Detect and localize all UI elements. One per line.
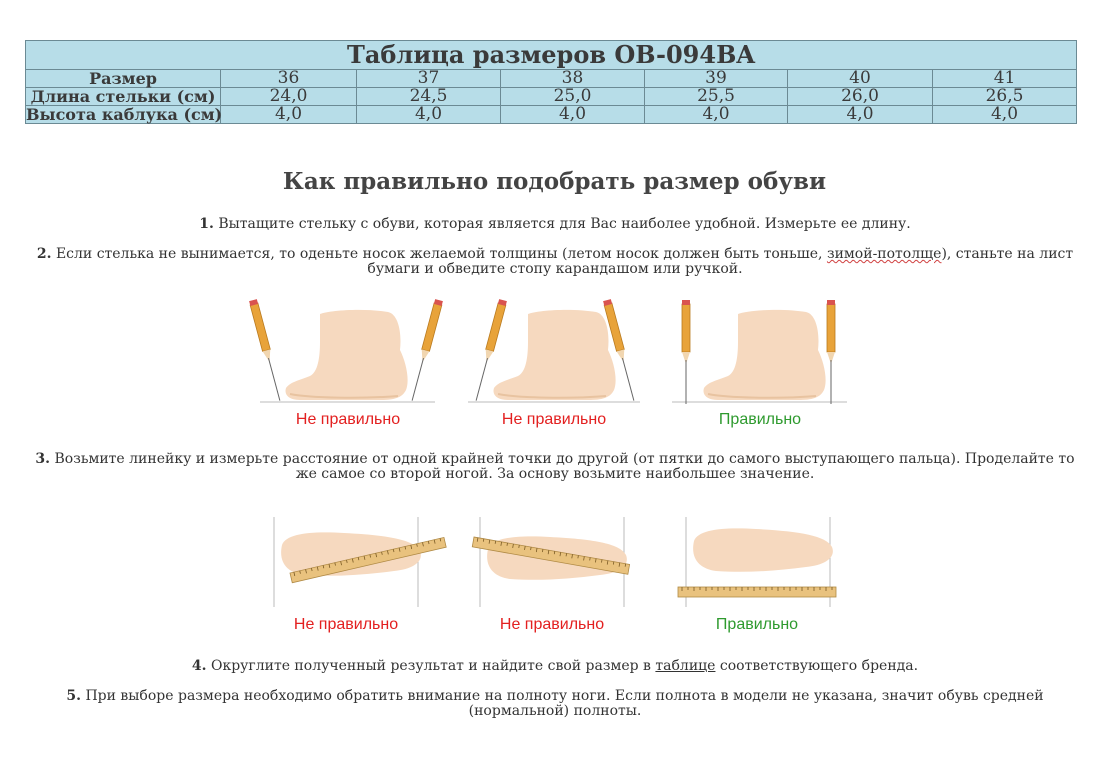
spellcheck-word: зимой-потолще (826, 246, 942, 262)
table-cell: 4,0 (645, 106, 788, 124)
step-3 (30, 452, 1080, 482)
table-cell: 4,0 (501, 106, 645, 124)
table-cell: 37 (357, 70, 501, 88)
step-number: 3. (35, 451, 51, 467)
table-cell: 4,0 (788, 106, 933, 124)
step-text: Возьмите линейку и измерьте расстояние от одной крайней точки до другой (от пятки до самого выступающего пальца). Проделайте то же самое со второй ногой. За основу возьмите наибольшее значение. (54, 451, 1075, 482)
table-title-row (26, 41, 1077, 70)
step-text: Если стелька не вынимается, то оденьте носок желаемой толщины (летом носок должен быть тоньше, (55, 246, 827, 262)
table-cell: 38 (501, 70, 645, 88)
row-label: Высота каблука (см) (26, 105, 223, 124)
table-cell: 39 (645, 70, 788, 88)
caption-wrong: Не правильно (293, 616, 399, 633)
table-cell: 26,5 (933, 88, 1077, 106)
size-table (25, 40, 1077, 124)
guide-heading: Как правильно подобрать размер обуви (282, 168, 827, 195)
table-title: Таблица размеров OB-094BA (26, 41, 1077, 70)
caption-right: Правильно (715, 616, 799, 633)
step-5 (30, 689, 1080, 719)
step-text: ), станьте на лист бумаги и обведите стопу карандашом или ручкой. (367, 246, 1074, 277)
foot-diagram-3 (672, 300, 847, 404)
table-cell: 25,0 (501, 88, 645, 106)
step-2 (30, 247, 1080, 277)
table-cell: 4,0 (933, 106, 1077, 124)
ruler-diagram-1 (274, 517, 446, 607)
step-4 (30, 659, 1080, 674)
table-cell: 41 (933, 70, 1077, 88)
step-1 (30, 217, 1080, 232)
foot-diagram-2 (468, 299, 640, 402)
step-text: Вытащите стельку с обуви, которая является для Вас наиболее удобной. Измерьте ее длину. (218, 216, 911, 232)
ruler-diagram-2 (472, 517, 629, 607)
step-text: соответствующего бренда. (715, 658, 919, 674)
table-row (26, 70, 1077, 88)
pencil-figures (240, 298, 860, 410)
step-text: Округлите полученный результат и найдите свой размер в (210, 658, 656, 674)
table-row (26, 88, 1077, 106)
step-number: 2. (36, 246, 52, 262)
table-cell: 36 (221, 70, 357, 88)
table-cell: 24,0 (221, 88, 357, 106)
step-number: 5. (66, 688, 81, 704)
step-number: 4. (191, 658, 207, 674)
link-text: таблице (655, 658, 716, 674)
step-text: При выборе размера необходимо обратить внимание на полноту ноги. Если полнота в модели не указана, значит обувь средней (нормальной) полноты. (85, 688, 1044, 719)
row-label: Размер (26, 70, 221, 88)
table-cell: 40 (788, 70, 933, 88)
caption-right: Правильно (718, 411, 802, 428)
row-label: Длина стельки (см) (26, 88, 221, 106)
table-row (26, 106, 1077, 124)
table-cell: 25,5 (645, 88, 788, 106)
table-cell: 4,0 (357, 106, 501, 124)
ruler-figures (270, 515, 840, 611)
ruler-diagram-3 (678, 517, 836, 607)
foot-diagram-1 (249, 299, 443, 402)
table-cell: 26,0 (788, 88, 933, 106)
caption-wrong: Не правильно (501, 411, 607, 428)
caption-wrong: Не правильно (295, 411, 401, 428)
table-cell: 24,5 (357, 88, 501, 106)
table-cell: 4,0 (221, 106, 357, 124)
caption-wrong: Не правильно (499, 616, 605, 633)
step-number: 1. (199, 216, 214, 232)
